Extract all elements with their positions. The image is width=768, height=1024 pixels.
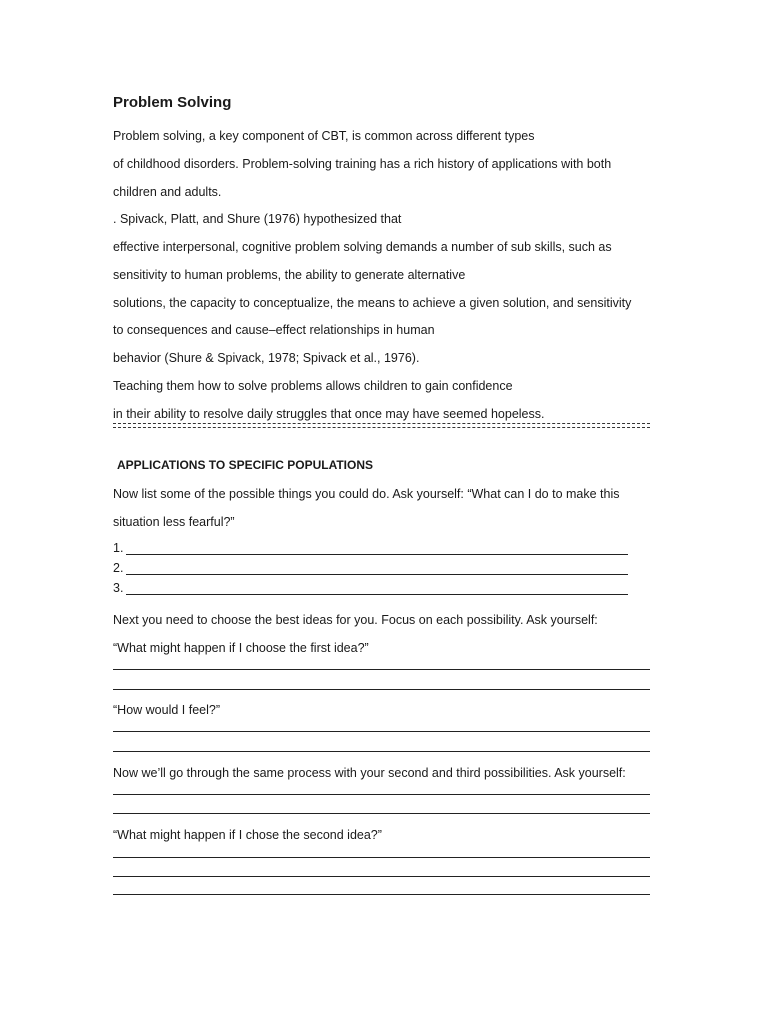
answer-number: 1. xyxy=(113,541,124,555)
section-separator xyxy=(113,423,650,428)
answer-blank-3[interactable] xyxy=(126,582,628,595)
section-heading: APPLICATIONS TO SPECIFIC POPULATIONS xyxy=(117,458,374,472)
intro-line: children and adults. xyxy=(113,185,222,199)
writing-line[interactable] xyxy=(113,751,650,752)
intro-line: Teaching them how to solve problems allows children to gain confidence xyxy=(113,379,513,393)
answer-row-1 xyxy=(113,541,628,555)
writing-line[interactable] xyxy=(113,894,650,895)
writing-line[interactable] xyxy=(113,857,650,858)
answer-number: 3. xyxy=(113,581,124,595)
writing-line[interactable] xyxy=(113,689,650,690)
answer-row-3 xyxy=(113,581,628,595)
writing-line[interactable] xyxy=(113,731,650,732)
intro-line: sensitivity to human problems, the ability to generate alternative xyxy=(113,268,466,282)
choose-prompt: Next you need to choose the best ideas for you. Focus on each possibility. Ask yourself: xyxy=(113,613,598,627)
writing-line[interactable] xyxy=(113,669,650,670)
list-prompt-line: Now list some of the possible things you could do. Ask yourself: “What can I do to make this xyxy=(113,487,620,501)
answer-blank-1[interactable] xyxy=(126,542,628,555)
question-first-idea: “What might happen if I choose the first idea?” xyxy=(113,641,369,655)
writing-line[interactable] xyxy=(113,794,650,795)
page-title: Problem Solving xyxy=(113,94,232,111)
intro-line: . Spivack, Platt, and Shure (1976) hypothesized that xyxy=(113,212,402,226)
intro-line: of childhood disorders. Problem-solving training has a rich history of applications with both xyxy=(113,157,612,171)
question-second-idea: “What might happen if I chose the second idea?” xyxy=(113,828,382,842)
list-prompt-line: situation less fearful?” xyxy=(113,515,235,529)
intro-line: behavior (Shure & Spivack, 1978; Spivack et al., 1976). xyxy=(113,351,420,365)
question-feel: “How would I feel?” xyxy=(113,703,220,717)
intro-line: solutions, the capacity to conceptualize, the means to achieve a given solution, and sensitivity xyxy=(113,296,632,310)
intro-line: in their ability to resolve daily struggles that once may have seemed hopeless. xyxy=(113,407,545,421)
question-process: Now we’ll go through the same process with your second and third possibilities. Ask yourself: xyxy=(113,766,626,780)
writing-line[interactable] xyxy=(113,813,650,814)
answer-row-2 xyxy=(113,561,628,575)
answer-blank-2[interactable] xyxy=(126,562,628,575)
intro-line: to consequences and cause–effect relationships in human xyxy=(113,323,435,337)
intro-line: Problem solving, a key component of CBT, is common across different types xyxy=(113,129,535,143)
writing-line[interactable] xyxy=(113,876,650,877)
intro-line: effective interpersonal, cognitive problem solving demands a number of sub skills, such as xyxy=(113,240,612,254)
answer-number: 2. xyxy=(113,561,124,575)
